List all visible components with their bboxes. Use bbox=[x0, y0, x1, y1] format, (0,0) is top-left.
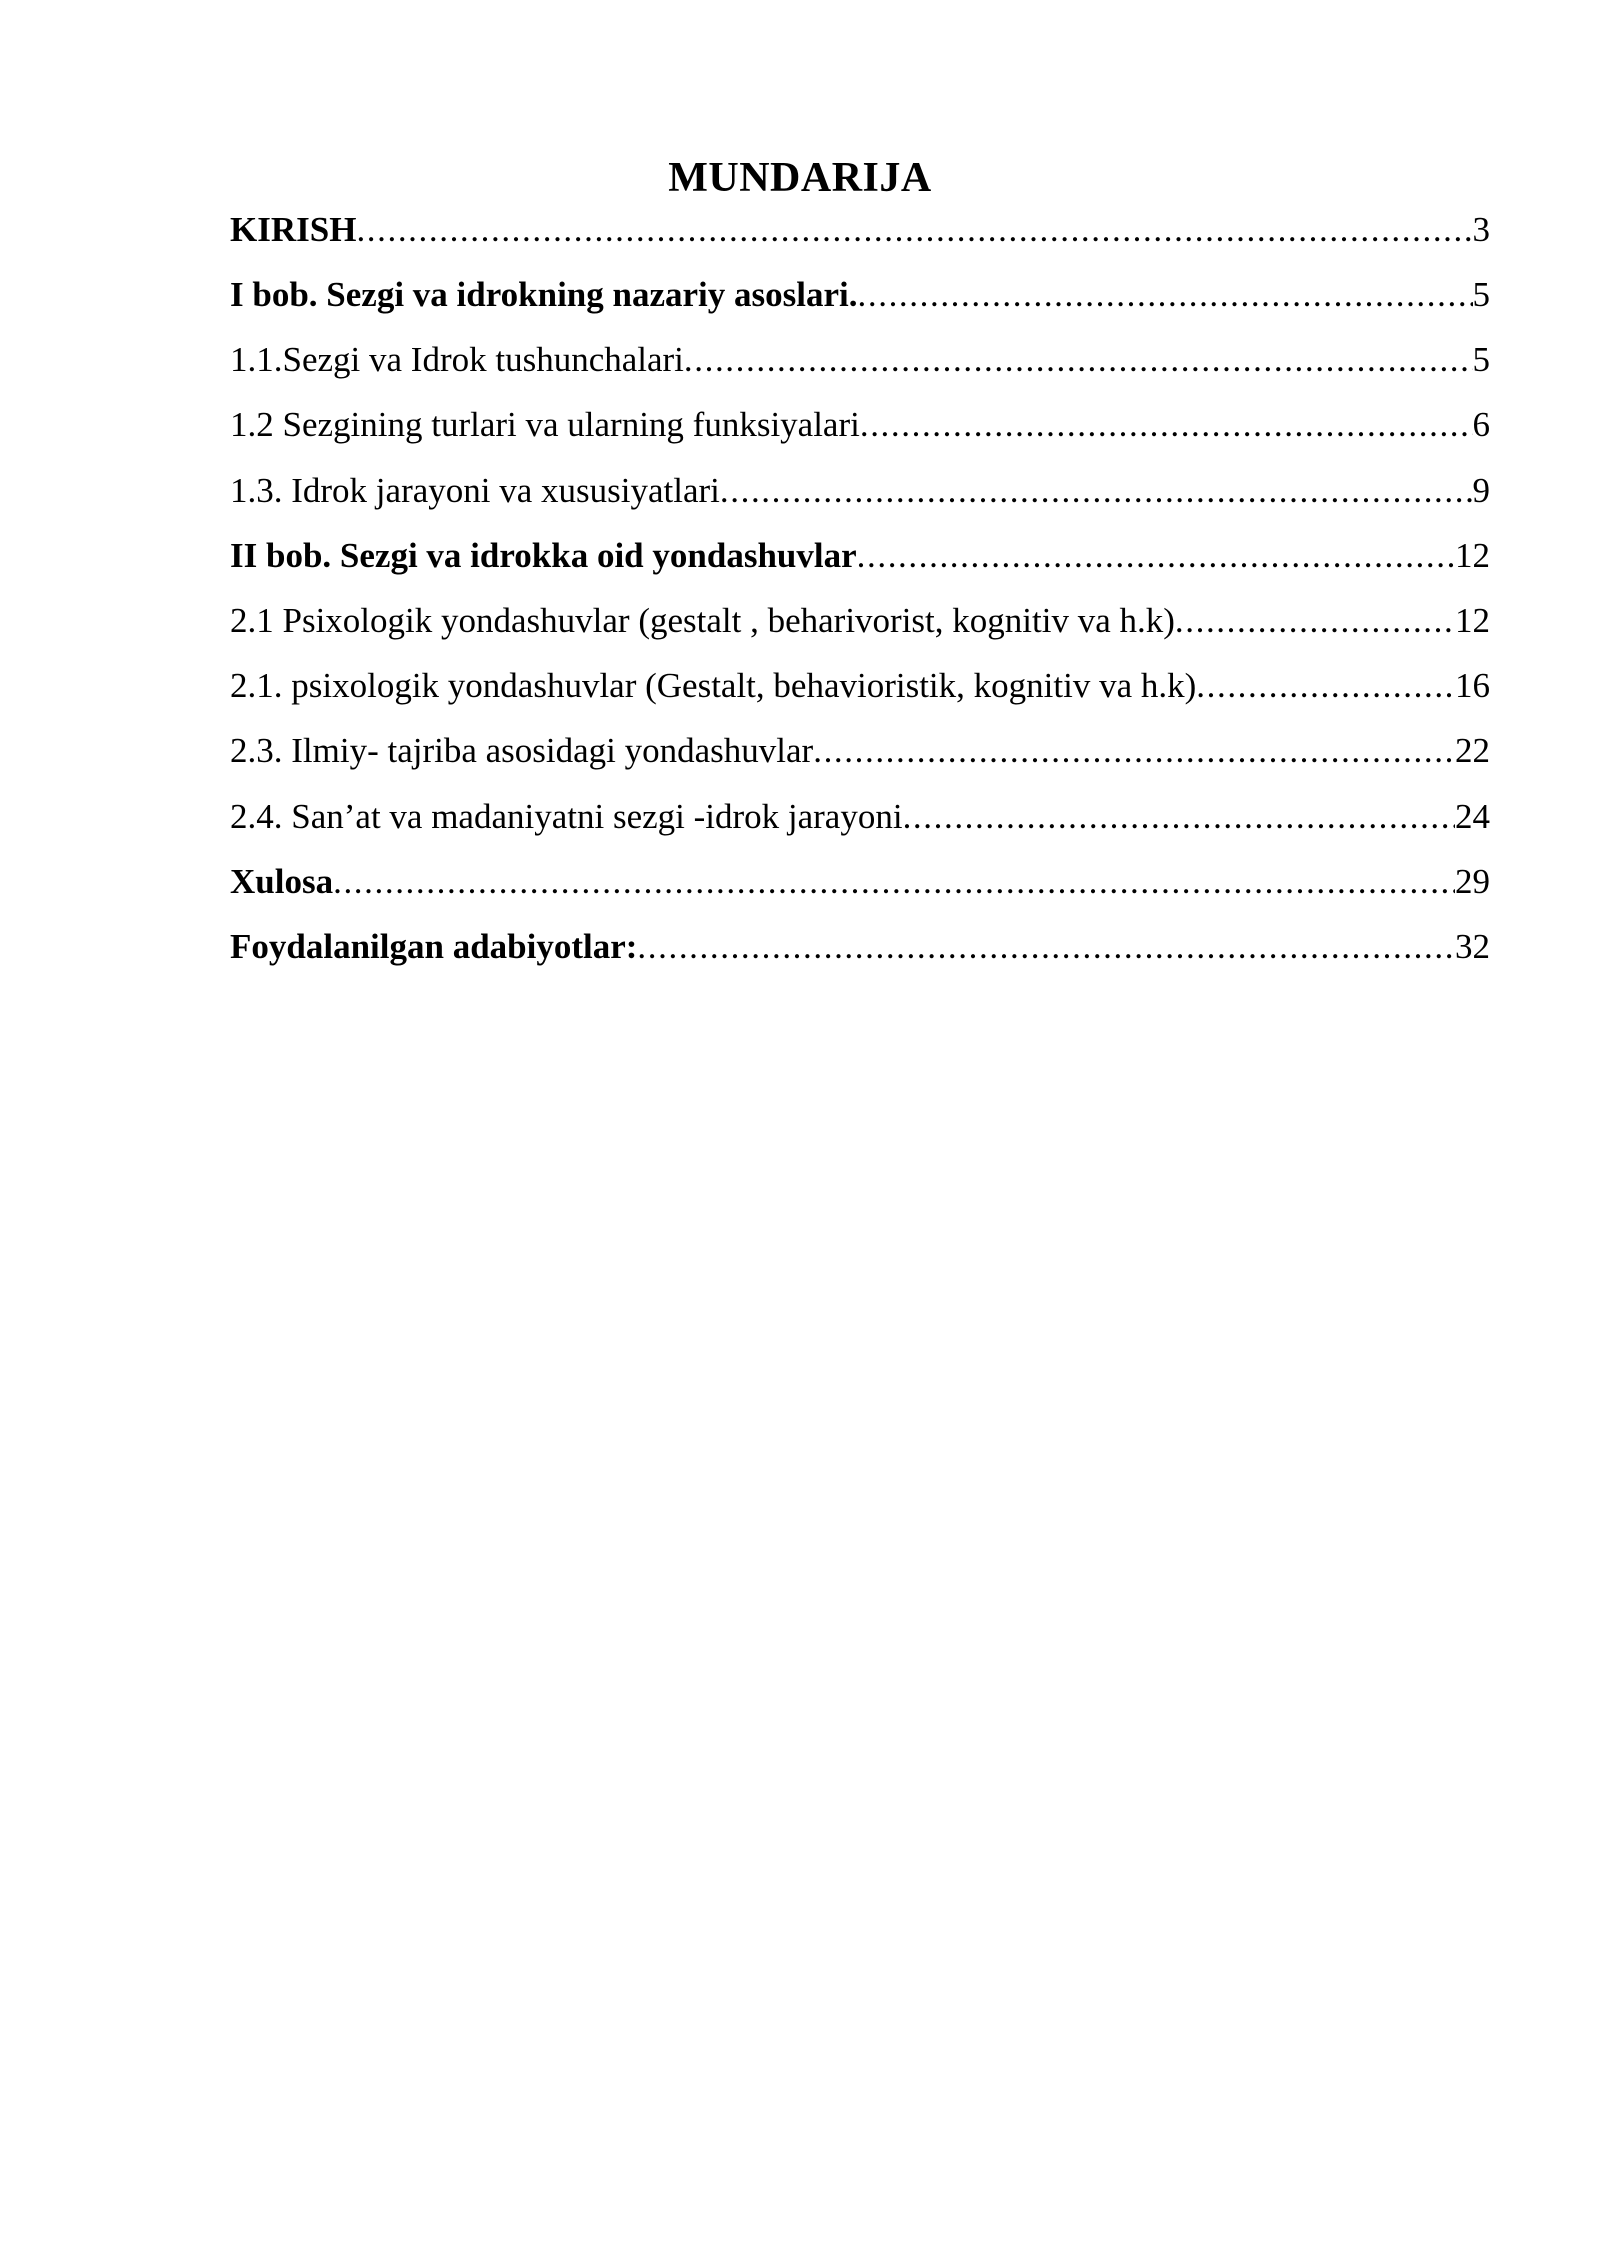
table-of-contents bbox=[230, 198, 1490, 979]
toc-entry-label: I bob. Sezgi va idrokning nazariy asoslari. bbox=[230, 275, 858, 314]
toc-entry-label: Xulosa bbox=[230, 861, 334, 901]
toc-dot-leader bbox=[813, 718, 1455, 783]
toc-entry-page: 9 bbox=[1472, 470, 1490, 510]
toc-entry-label: 2.4. San’at va madaniyatni sezgi -idrok jarayoni bbox=[230, 796, 903, 836]
toc-entry-page: 29 bbox=[1455, 861, 1490, 901]
toc-dot-leader bbox=[637, 914, 1455, 979]
toc-entry[interactable] bbox=[230, 198, 1490, 262]
toc-entry-page: 5 bbox=[1472, 275, 1490, 314]
toc-entry-label: KIRISH bbox=[230, 210, 357, 249]
toc-entry-label: 1.1.Sezgi va Idrok tushunchalari bbox=[230, 340, 684, 380]
toc-entry-page: 12 bbox=[1455, 535, 1490, 575]
toc-entry-page: 3 bbox=[1472, 210, 1490, 249]
toc-dot-leader bbox=[860, 392, 1473, 457]
toc-dot-leader bbox=[1196, 653, 1455, 718]
toc-dot-leader bbox=[1175, 588, 1455, 653]
toc-entry-label: 2.3. Ilmiy- tajriba asosidagi yondashuvlar bbox=[230, 731, 814, 771]
toc-entry-page: 6 bbox=[1472, 405, 1490, 445]
toc-entry[interactable] bbox=[230, 262, 1490, 327]
toc-entry[interactable] bbox=[230, 523, 1490, 588]
toc-entry-page: 16 bbox=[1455, 666, 1490, 706]
toc-dot-leader bbox=[356, 198, 1472, 262]
toc-entry-page: 24 bbox=[1455, 796, 1490, 836]
toc-entry-label: 2.1. psixologik yondashuvlar (Gestalt, behavioristik, kognitiv va h.k) bbox=[230, 666, 1197, 706]
toc-entry[interactable] bbox=[230, 914, 1490, 979]
toc-entry-label: 1.2 Sezgining turlari va ularning funksiyalari bbox=[230, 405, 860, 445]
toc-dot-leader bbox=[720, 458, 1473, 523]
toc-title: MUNDARIJA bbox=[668, 155, 932, 201]
toc-dot-leader bbox=[858, 262, 1473, 327]
toc-entry-page: 12 bbox=[1455, 600, 1490, 640]
toc-dot-leader bbox=[684, 327, 1473, 392]
toc-entry-page: 32 bbox=[1455, 926, 1490, 966]
toc-dot-leader bbox=[857, 523, 1455, 588]
toc-entry[interactable] bbox=[230, 849, 1490, 914]
toc-entry-label: II bob. Sezgi va idrokka oid yondashuvlar bbox=[230, 535, 857, 575]
toc-dot-leader bbox=[333, 849, 1455, 914]
toc-entry[interactable] bbox=[230, 327, 1490, 392]
toc-dot-leader bbox=[903, 784, 1455, 849]
toc-entry[interactable] bbox=[230, 458, 1490, 523]
toc-entry-label: 2.1 Psixologik yondashuvlar (gestalt , beharivorist, kognitiv va h.k) bbox=[230, 600, 1175, 640]
toc-entry-label: Foydalanilgan adabiyotlar: bbox=[230, 926, 638, 966]
toc-entry-page: 22 bbox=[1455, 731, 1490, 771]
toc-entry-label: 1.3. Idrok jarayoni va xususiyatlari bbox=[230, 470, 720, 510]
toc-entry[interactable] bbox=[230, 718, 1490, 783]
toc-entry-page: 5 bbox=[1472, 340, 1490, 380]
toc-entry[interactable] bbox=[230, 784, 1490, 849]
toc-entry[interactable] bbox=[230, 653, 1490, 718]
toc-entry[interactable] bbox=[230, 392, 1490, 457]
toc-entry[interactable] bbox=[230, 588, 1490, 653]
